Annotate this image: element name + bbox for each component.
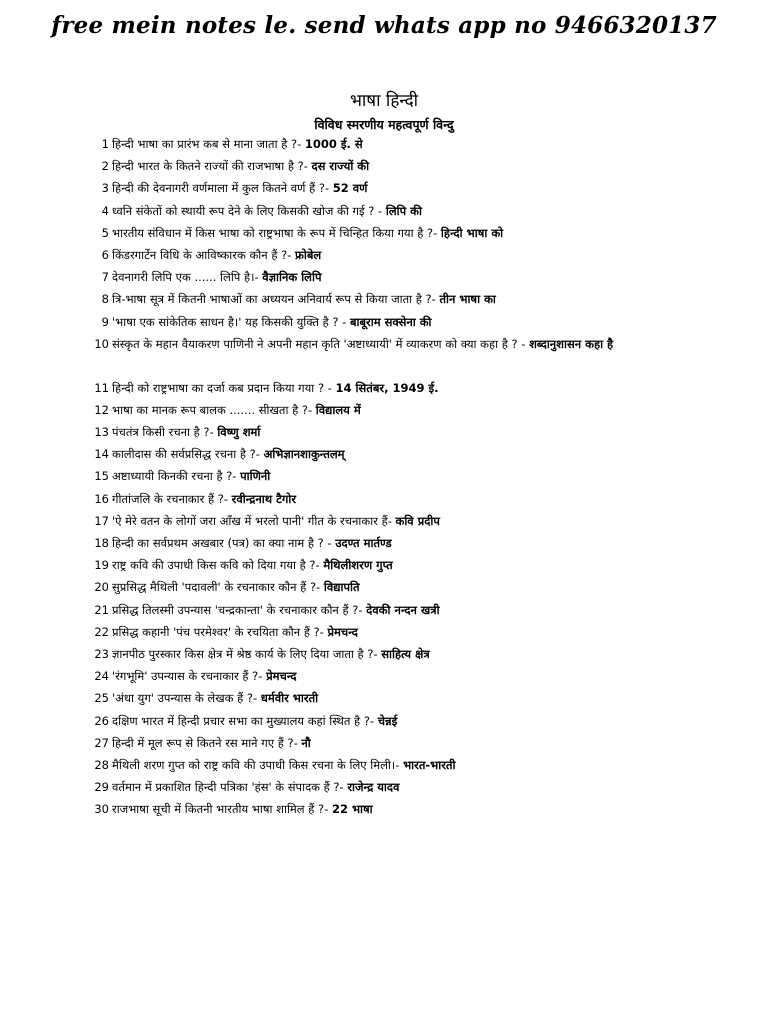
question-number: 5 xyxy=(101,225,109,240)
question-body xyxy=(112,557,672,573)
question-number: 11 xyxy=(94,380,109,395)
question-body xyxy=(112,668,672,684)
question-number: 2 xyxy=(101,159,109,174)
question-answer: फ्रोबेल xyxy=(295,247,322,262)
question-item xyxy=(92,446,672,468)
question-number: 27 xyxy=(94,735,109,750)
question-body xyxy=(112,690,672,706)
question-number: 16 xyxy=(94,491,109,506)
question-answer: प्रेमचन्द xyxy=(266,669,297,684)
question-text: हिन्दी का सर्वप्रथम अखबार (पत्र) का क्या नाम है ? - xyxy=(112,536,336,550)
question-text: संस्कृत के महान वैयाकरण पाणिनी ने अपनी महान कृति 'अष्टाध्यायी' में व्याकरण को क्या कहा है ? - xyxy=(112,336,530,351)
question-text: ध्वनि संकेतों को स्थायी रूप देने के लिए किसकी खोज की गई ? - xyxy=(112,203,386,218)
question-answer: 14 सितंबर, 1949 ई. xyxy=(335,380,439,395)
question-answer: हिन्दी भाषा को xyxy=(440,225,504,240)
question-item xyxy=(92,269,672,291)
question-number: 21 xyxy=(94,602,109,617)
question-number: 1 xyxy=(101,137,109,151)
question-list xyxy=(92,136,672,823)
question-answer: 1000 ई. से xyxy=(304,137,363,151)
question-answer: विद्यालय में xyxy=(315,402,361,417)
question-answer: बाबूराम सक्सेना की xyxy=(349,314,432,329)
question-number: 3 xyxy=(101,181,109,196)
question-item xyxy=(92,136,672,158)
question-text: पंचतंत्र किसी रचना है ?- xyxy=(112,425,218,440)
question-text: त्रि-भाषा सूत्र में कितनी भाषाओं का अध्ययन अनिवार्य रूप से किया जाता है ?- xyxy=(112,292,440,307)
question-answer: राजेन्द्र यादव xyxy=(347,780,400,795)
question-answer: रवीन्द्रनाथ टैगोर xyxy=(231,491,297,506)
question-item xyxy=(92,690,672,712)
question-body xyxy=(112,136,672,152)
question-item xyxy=(92,336,672,380)
question-body xyxy=(112,624,672,640)
question-text: हिन्दी को राष्ट्रभाषा का दर्जा कब प्रदान किया गया ? - xyxy=(112,380,336,395)
question-text: गीतांजलि के रचनाकार हैं ?- xyxy=(112,491,232,506)
question-answer: शब्दानुशासन कहा है xyxy=(529,336,614,351)
question-item xyxy=(92,180,672,202)
question-body xyxy=(112,491,672,507)
question-answer: भारत-भारती xyxy=(403,757,456,772)
question-body xyxy=(112,513,672,529)
question-item xyxy=(92,757,672,779)
question-answer: देवकी नन्दन खत्री xyxy=(366,602,440,617)
question-item xyxy=(92,779,672,801)
question-text: सुप्रसिद्ध मैथिली 'पदावली' के रचनाकार कौन हैं ?- xyxy=(112,580,324,595)
question-number: 20 xyxy=(94,580,109,595)
question-number: 17 xyxy=(94,513,109,528)
question-body xyxy=(112,757,672,773)
question-answer: उदण्त मार्तण्ड xyxy=(335,536,392,550)
question-body xyxy=(112,269,672,285)
question-text: 'ऐ मेरे वतन के लोगों जरा आँख में भरलो पानी' गीत के रचनाकार हैं- xyxy=(112,513,396,528)
question-text: मैथिली शरण गुप्त को राष्ट्र कवि की उपाधी किस रचना के लिए मिली।- xyxy=(112,757,404,772)
question-number: 30 xyxy=(94,802,109,817)
question-item xyxy=(92,247,672,269)
page-subtitle: विविध स्मरणीय महत्वपूर्ण विन्दु xyxy=(314,117,454,132)
question-text: हिन्दी भारत के कितने राज्यों की राजभाषा है ?- xyxy=(112,159,312,174)
question-answer: धर्मवीर भारती xyxy=(260,691,319,706)
question-number: 18 xyxy=(94,536,109,550)
question-item xyxy=(92,424,672,446)
question-answer: नौ xyxy=(301,735,311,750)
question-answer: वैज्ञानिक लिपि xyxy=(262,270,322,285)
question-text: प्रसिद्ध कहानी 'पंच परमेश्वर' के रचयिता कौन हैं ?- xyxy=(112,624,328,639)
question-answer: प्रेमचन्द xyxy=(327,624,358,639)
question-item xyxy=(92,535,672,557)
question-item xyxy=(92,491,672,513)
question-number: 15 xyxy=(94,469,109,484)
question-text: प्रसिद्ध तिलस्मी उपन्यास 'चन्द्रकान्ता' के रचनाकार कौन हैं ?- xyxy=(112,602,367,617)
question-body xyxy=(112,291,672,307)
question-body xyxy=(112,424,672,440)
question-item xyxy=(92,801,672,823)
question-body xyxy=(112,735,672,751)
question-item xyxy=(92,602,672,624)
question-answer: तीन भाषा का xyxy=(439,292,496,307)
question-answer: साहित्य क्षेत्र xyxy=(381,646,430,661)
question-text: कालीदास की सर्वप्रसिद्ध रचना है ?- xyxy=(112,447,264,462)
question-body xyxy=(112,225,672,241)
question-number: 23 xyxy=(94,646,109,661)
question-text: हिन्दी की देवनागरी वर्णमाला में कुल कितने वर्ण हैं ?- xyxy=(112,181,333,196)
question-number: 8 xyxy=(101,292,109,307)
question-number: 22 xyxy=(94,624,109,639)
question-answer: कवि प्रदीप xyxy=(395,513,440,528)
question-text: हिन्दी में मूल रूप से कितने रस माने गए हैं ?- xyxy=(112,735,302,750)
question-body xyxy=(112,314,672,330)
question-text: 'अंधा युग' उपन्यास के लेखक हैं ?- xyxy=(112,691,261,706)
promo-banner: free mein notes le. send whats app no 9466320137 xyxy=(51,12,717,39)
question-number: 12 xyxy=(94,402,109,417)
question-body xyxy=(112,380,672,396)
question-answer: लिपि की xyxy=(385,203,422,218)
question-item xyxy=(92,225,672,247)
question-item xyxy=(92,380,672,402)
question-text: भारतीय संविधान में किस भाषा को राष्ट्रभाषा के रूप में चिन्हित किया गया है ?- xyxy=(112,225,441,240)
question-number: 19 xyxy=(94,558,109,573)
question-number: 4 xyxy=(101,203,109,218)
question-item xyxy=(92,579,672,601)
question-item xyxy=(92,513,672,535)
question-answer: विद्यापति xyxy=(323,580,360,595)
page-title: भाषा हिन्दी xyxy=(349,91,419,111)
question-item xyxy=(92,291,672,313)
question-item xyxy=(92,468,672,490)
question-number: 10 xyxy=(94,336,109,351)
question-number: 14 xyxy=(94,447,109,462)
question-answer: पाणिनी xyxy=(240,469,271,484)
question-text: राष्ट्र कवि की उपाधी किस कवि को दिया गया है ?- xyxy=(112,558,324,573)
question-item xyxy=(92,402,672,424)
question-item xyxy=(92,646,672,668)
question-body xyxy=(112,801,672,817)
question-answer: 52 वर्ण xyxy=(332,181,368,196)
question-body xyxy=(112,180,672,196)
question-body xyxy=(112,713,672,729)
question-item xyxy=(92,668,672,690)
question-number: 28 xyxy=(94,757,109,772)
question-number: 13 xyxy=(94,425,109,440)
question-body xyxy=(112,579,672,595)
question-answer: मैथिलीशरण गुप्त xyxy=(323,558,393,573)
question-body xyxy=(112,779,672,795)
question-item xyxy=(92,158,672,180)
question-item xyxy=(92,713,672,735)
question-answer: अभिज्ञानशाकुन्तलम् xyxy=(263,447,345,462)
question-number: 29 xyxy=(94,780,109,795)
question-item xyxy=(92,624,672,646)
question-item xyxy=(92,735,672,757)
question-text: अष्टाध्यायी किनकी रचना है ?- xyxy=(112,469,241,484)
question-body xyxy=(112,247,672,263)
question-number: 26 xyxy=(94,713,109,728)
question-body xyxy=(112,446,672,462)
question-body xyxy=(112,468,672,484)
question-item xyxy=(92,203,672,225)
question-text: 'भाषा एक सांकेतिक साधन है।' यह किसकी युक्ति है ? - xyxy=(112,314,350,329)
question-text: वर्तमान में प्रकाशित हिन्दी पत्रिका 'हंस' के संपादक हैं ?- xyxy=(112,780,348,795)
question-number: 25 xyxy=(94,691,109,706)
question-answer: दस राज्यों की xyxy=(311,159,370,174)
question-body xyxy=(112,535,672,551)
question-text: देवनागरी लिपि एक ...... लिपि है।- xyxy=(112,270,263,285)
question-number: 24 xyxy=(94,669,109,684)
question-number: 6 xyxy=(101,247,109,262)
question-text: हिन्दी भाषा का प्रारंभ कब से माना जाता है ?- xyxy=(112,137,305,151)
question-body xyxy=(112,646,672,662)
question-number: 7 xyxy=(101,270,109,285)
question-number: 9 xyxy=(101,314,109,329)
question-text: राजभाषा सूची में कितनी भारतीय भाषा शामिल हैं ?- xyxy=(112,802,332,817)
question-answer: विष्णु शर्मा xyxy=(217,425,261,440)
question-text: ज्ञानपीठ पुरस्कार किस क्षेत्र में श्रेष्ठ कार्य के लिए दिया जाता है ?- xyxy=(112,646,382,661)
question-item xyxy=(92,557,672,579)
question-body xyxy=(112,203,672,219)
question-body xyxy=(112,602,672,618)
question-text: भाषा का मानक रूप बालक ....... सीखता है ?- xyxy=(112,402,316,417)
question-text: 'रंगभूमि' उपन्यास के रचनाकार हैं ?- xyxy=(112,669,267,684)
question-body xyxy=(112,158,672,174)
question-answer: चेन्नई xyxy=(377,713,398,728)
question-body xyxy=(112,402,672,418)
question-text: दक्षिण भारत में हिन्दी प्रचार सभा का मुख्यालय कहां स्थित है ?- xyxy=(112,713,378,728)
question-answer: 22 भाषा xyxy=(331,802,373,817)
question-body xyxy=(112,336,672,352)
question-text: किंडरगार्टेन विधि के आविष्कारक कौन हैं ?- xyxy=(112,247,295,262)
question-item xyxy=(92,314,672,336)
